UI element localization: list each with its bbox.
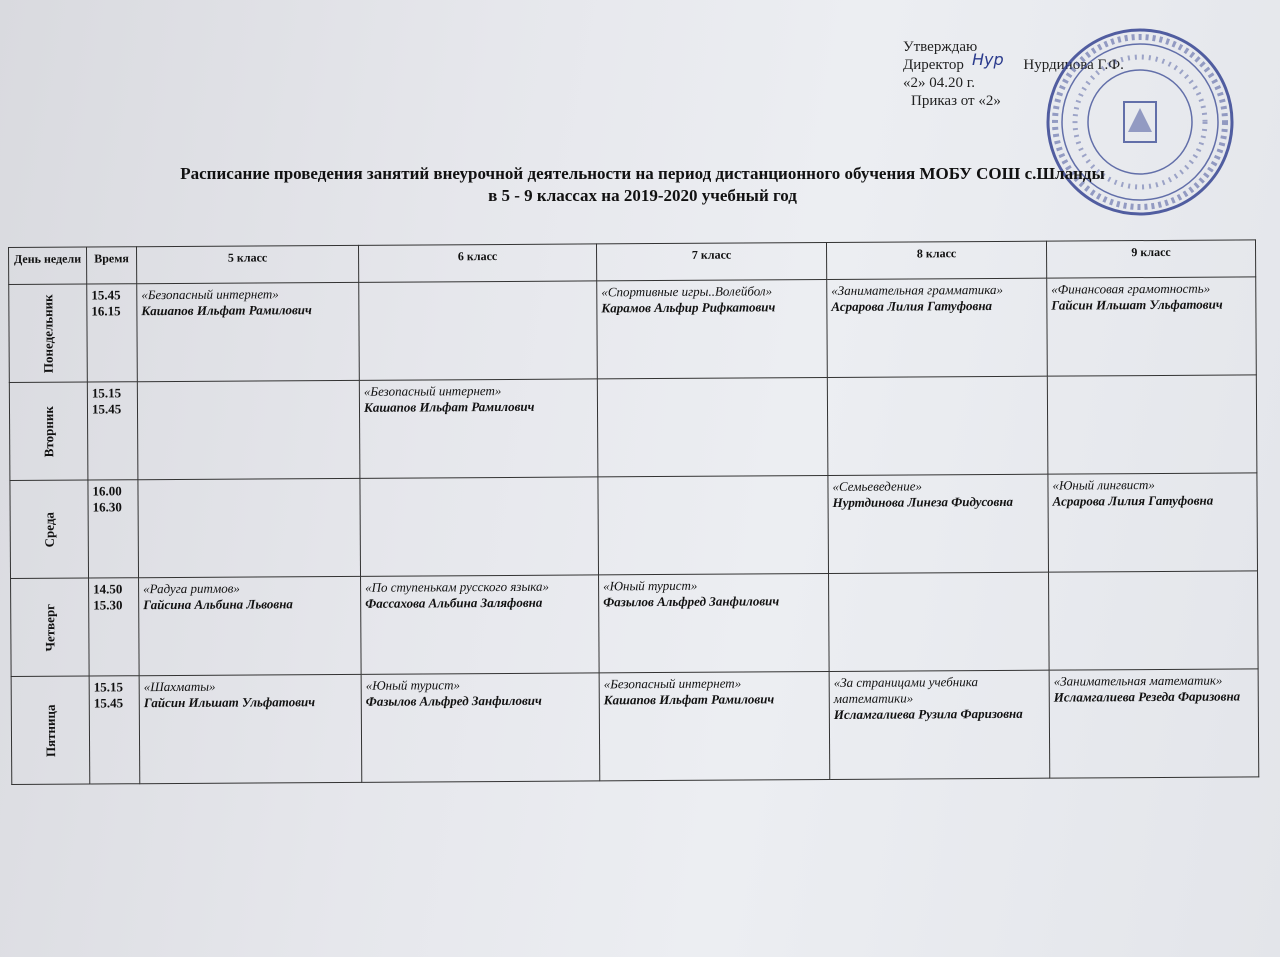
header-time: Время xyxy=(87,247,137,284)
class-cell: «Безопасный интернет» Кашапов Ильфат Рамилович xyxy=(359,379,598,478)
day-cell: Среда xyxy=(10,480,89,578)
title-line-1: Расписание проведения занятий внеурочной деятельности на период дистанционного обучения МОБУ СОШ с.Шланды xyxy=(180,164,1105,183)
document-title xyxy=(20,163,1265,207)
approval-line-2: Директор Нурдинова Г.Ф. xyxy=(903,57,1124,73)
class-cell: «Безопасный интернет» Кашапов Ильфат Рамилович xyxy=(137,282,360,381)
class-cell xyxy=(359,281,598,380)
class-cell: «Занимательная математик» Исламгалиева Резеда Фаризовна xyxy=(1049,669,1259,778)
approval-line-1: Утверждаю xyxy=(903,39,978,55)
table-row xyxy=(11,571,1259,677)
time-cell: 15.15 15.45 xyxy=(89,676,140,784)
header-class-9: 9 класс xyxy=(1046,240,1255,278)
class-cell xyxy=(597,377,828,476)
class-cell xyxy=(1049,571,1259,670)
class-cell: «За страницами учебника математики» Исламгалиева Рузила Фаризовна xyxy=(829,670,1050,779)
class-cell: «Финансовая грамотность» Гайсин Ильшат Ульфатович xyxy=(1047,277,1257,376)
class-cell: «Радуга ритмов» Гайсина Альбина Львовна xyxy=(139,576,362,675)
director-signature: Нур xyxy=(972,50,1004,69)
class-cell xyxy=(138,478,361,577)
time-cell: 15.15 15.45 xyxy=(87,382,138,480)
header-class-8: 8 класс xyxy=(826,241,1046,279)
header-day: День недели xyxy=(9,247,87,284)
table-row xyxy=(10,473,1258,579)
class-cell: «Занимательная грамматика» Асрарова Лилия Гатуфовна xyxy=(827,278,1048,377)
director-name: Нурдинова Г.Ф. xyxy=(1023,57,1124,73)
title-line-2: в 5 - 9 классах на 2019-2020 учебный год xyxy=(488,186,797,205)
approval-order: Приказ от «2» xyxy=(911,93,1001,109)
table-row xyxy=(9,277,1257,383)
header-class-5: 5 класс xyxy=(137,245,359,283)
schedule-table xyxy=(8,239,1259,785)
class-cell xyxy=(1047,375,1257,474)
approval-date: «2» 04.20 г. xyxy=(903,75,975,91)
header-class-6: 6 класс xyxy=(358,244,596,282)
day-cell: Пятница xyxy=(11,676,90,784)
class-cell: «Юный турист» Фазылов Альфред Занфилович xyxy=(361,673,600,782)
class-cell: «Юный турист» Фазылов Альфред Занфилович xyxy=(599,573,830,672)
header-class-7: 7 класс xyxy=(596,243,826,281)
table-row xyxy=(9,375,1257,481)
class-cell: «По ступенькам русского языка» Фассахова Альбина Заляфовна xyxy=(361,575,600,674)
class-cell xyxy=(137,380,360,479)
class-cell xyxy=(598,475,829,574)
class-cell xyxy=(829,572,1050,671)
day-cell: Понедельник xyxy=(9,284,88,382)
class-cell xyxy=(827,376,1048,475)
day-cell: Четверг xyxy=(11,578,90,676)
time-cell: 16.00 16.30 xyxy=(88,480,139,578)
class-cell: «Семьеведение» Нуртдинова Линеза Фидусовна xyxy=(828,474,1049,573)
time-cell: 14.50 15.30 xyxy=(89,578,140,676)
day-cell: Вторник xyxy=(9,382,88,480)
class-cell: «Шахматы» Гайсин Ильшат Ульфатович xyxy=(139,674,362,783)
table-row xyxy=(11,669,1259,785)
class-cell: «Юный лингвист» Асрарова Лилия Гатуфовна xyxy=(1048,473,1258,572)
class-cell: «Спортивные игры..Волейбол» Карамов Альфир Рифкатович xyxy=(597,279,828,378)
class-cell xyxy=(360,477,599,576)
time-cell: 15.45 16.15 xyxy=(87,284,138,382)
class-cell: «Безопасный интернет» Кашапов Ильфат Рамилович xyxy=(599,671,830,780)
